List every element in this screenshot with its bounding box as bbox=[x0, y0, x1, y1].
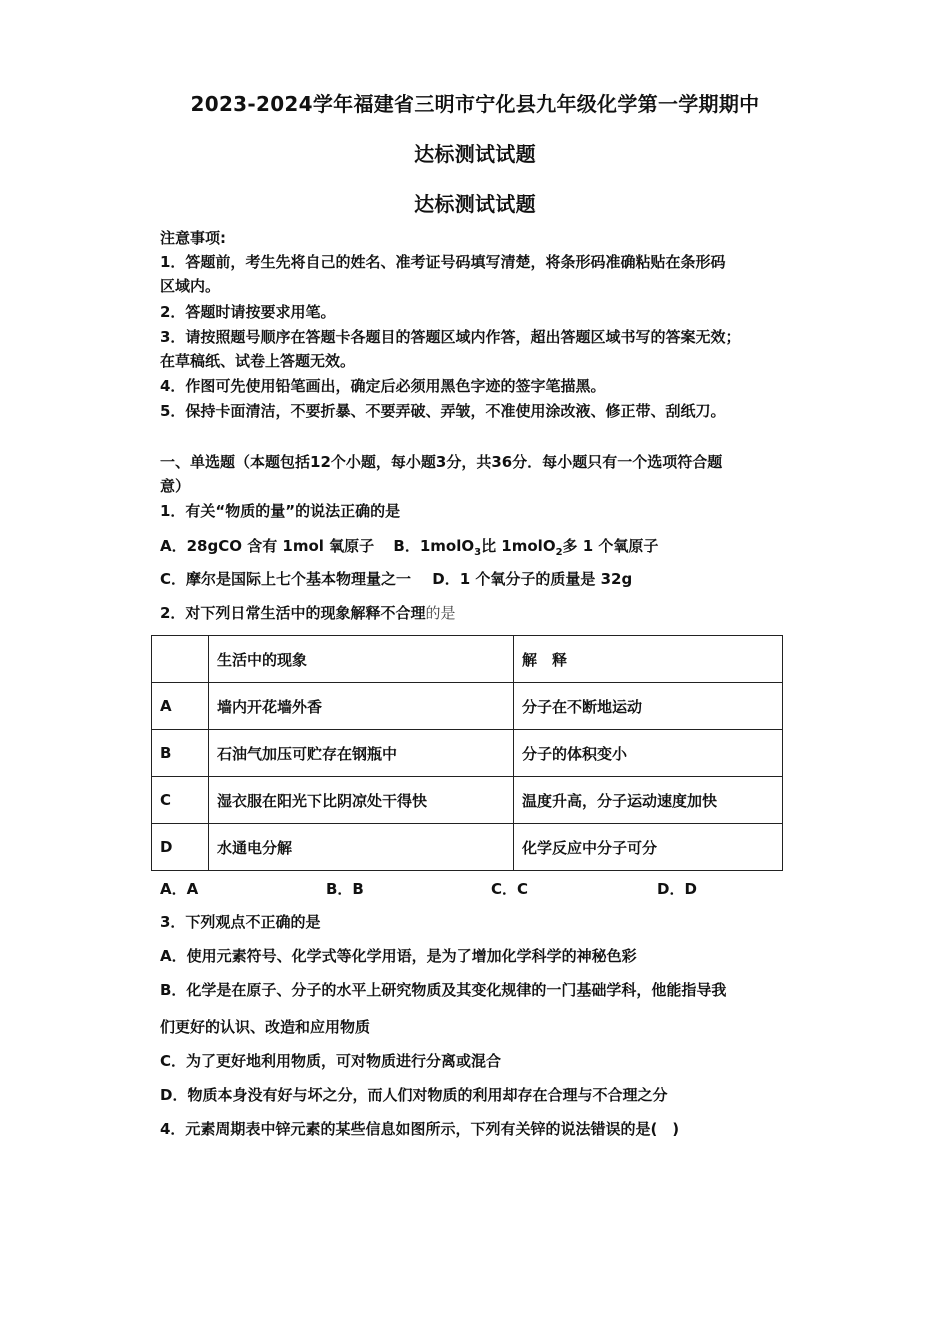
q2-option-d: D．D bbox=[657, 880, 697, 898]
table-cell: 墙内开花墙外香 bbox=[209, 683, 514, 730]
table-cell: 温度升高，分子运动速度加快 bbox=[514, 777, 783, 824]
table-cell: 水通电分解 bbox=[209, 824, 514, 871]
q2-stem-main: 2．对下列日常生活中的现象解释不合理 bbox=[160, 604, 426, 622]
section-heading: 一、单选题（本题包括12个小题，每小题3分，共36分．每小题只有一个选项符合题 bbox=[160, 453, 723, 471]
q2-option-b: B．B bbox=[326, 880, 364, 898]
q1-option-b-sub1: 3 bbox=[474, 547, 482, 558]
q2-option-c: C．C bbox=[491, 880, 529, 898]
q3-option-b-cont: 们更好的认识、改造和应用物质 bbox=[160, 1018, 371, 1036]
table-cell: 石油气加压可贮存在钢瓶中 bbox=[209, 730, 514, 777]
q1-options-ab bbox=[160, 536, 800, 563]
notice-item-1-cont: 区域内。 bbox=[160, 277, 221, 295]
table-row bbox=[152, 777, 783, 824]
q3-option-a: A．使用元素符号、化学式等化学用语，是为了增加化学科学的神秘色彩 bbox=[160, 947, 637, 965]
q3-stem: 3．下列观点不正确的是 bbox=[160, 913, 321, 931]
exam-title-line2: 达标测试试题 bbox=[414, 142, 536, 166]
q1-option-b-sub2: 2 bbox=[555, 547, 563, 558]
notice-heading: 注意事项: bbox=[160, 229, 226, 247]
q1-stem: 1．有关“物质的量”的说法正确的是 bbox=[160, 502, 401, 520]
table-header-row bbox=[152, 636, 783, 683]
q3-option-c: C．为了更好地利用物质，可对物质进行分离或混合 bbox=[160, 1052, 502, 1070]
notice-item-2: 2．答题时请按要求用笔。 bbox=[160, 303, 336, 321]
notice-item-1: 1．答题前，考生先将自己的姓名、准考证号码填写清楚，将条形码准确粘贴在条形码 bbox=[160, 253, 726, 271]
q1-option-b-part2: 比 1molO bbox=[481, 537, 556, 555]
table-cell: 分子在不断地运动 bbox=[514, 683, 783, 730]
table-cell: C bbox=[152, 777, 209, 824]
section-heading-cont: 意） bbox=[160, 477, 191, 495]
q1-option-c: C．摩尔是国际上七个基本物理量之一 bbox=[160, 570, 412, 588]
q2-table bbox=[151, 635, 783, 871]
table-cell: 湿衣服在阳光下比阴凉处干得快 bbox=[209, 777, 514, 824]
table-cell: A bbox=[152, 683, 209, 730]
notice-item-5: 5．保持卡面清洁，不要折暴、不要弄破、弄皱，不准使用涂改液、修正带、刮纸刀。 bbox=[160, 402, 726, 420]
table-header-cell bbox=[152, 636, 209, 683]
table-cell: B bbox=[152, 730, 209, 777]
table-cell: D bbox=[152, 824, 209, 871]
notice-item-3-cont: 在草稿纸、试卷上答题无效。 bbox=[160, 352, 356, 370]
q4-stem: 4．元素周期表中锌元素的某些信息如图所示，下列有关锌的说法错误的是( ) bbox=[160, 1120, 680, 1138]
q2-option-a: A．A bbox=[160, 880, 199, 898]
q3-option-d: D．物质本身没有好与坏之分，而人们对物质的利用却存在合理与不合理之分 bbox=[160, 1086, 668, 1104]
q1-option-b bbox=[393, 537, 659, 558]
table-row bbox=[152, 683, 783, 730]
table-row bbox=[152, 824, 783, 871]
table-row bbox=[152, 730, 783, 777]
notice-item-4: 4．作图可先使用铅笔画出，确定后必须用黑色字迹的签字笔描黑。 bbox=[160, 377, 606, 395]
q1-option-b-part3: 多 1 个氧原子 bbox=[562, 537, 659, 555]
table-header-cell: 解 释 bbox=[514, 636, 783, 683]
table-header-cell: 生活中的现象 bbox=[209, 636, 514, 683]
q1-option-a: A．28gCO 含有 1mol 氧原子 bbox=[160, 537, 375, 555]
q3-option-b: B．化学是在原子、分子的水平上研究物质及其变化规律的一门基础学科，他能指导我 bbox=[160, 981, 727, 999]
q1-option-d: D．1 个氧分子的质量是 32g bbox=[432, 570, 633, 588]
exam-title-line3: 达标测试试题 bbox=[414, 192, 536, 216]
q1-option-b-part1: B．1molO bbox=[393, 537, 475, 555]
table-cell: 分子的体积变小 bbox=[514, 730, 783, 777]
q2-stem bbox=[160, 603, 800, 623]
q2-stem-tail: 的是 bbox=[425, 604, 456, 622]
table-cell: 化学反应中分子可分 bbox=[514, 824, 783, 871]
exam-title-line1: 2023-2024学年福建省三明市宁化县九年级化学第一学期期中 bbox=[190, 92, 760, 116]
notice-item-3: 3．请按照题号顺序在答题卡各题目的答题区域内作答，超出答题区域书写的答案无效； bbox=[160, 328, 741, 346]
q1-options-cd bbox=[160, 569, 800, 589]
